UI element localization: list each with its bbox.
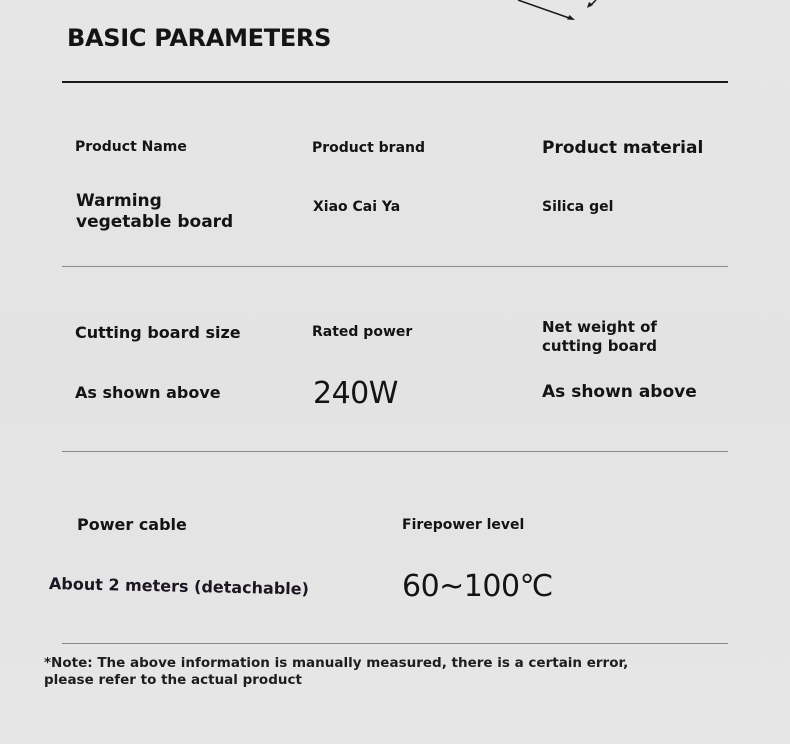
rated-power-label: Rated power <box>312 324 413 340</box>
product-material-label: Product material <box>542 138 704 158</box>
arrow-icon <box>500 0 610 24</box>
net-weight-label: Net weight of cutting board <box>542 318 657 355</box>
product-material-value: Silica gel <box>542 199 614 215</box>
product-brand-value: Xiao Cai Ya <box>313 199 401 215</box>
firepower-level-label: Firepower level <box>402 517 525 533</box>
cutting-board-size-value: As shown above <box>75 383 221 402</box>
row-divider <box>62 266 728 267</box>
product-name-label: Product Name <box>75 139 187 155</box>
page-title: BASIC PARAMETERS <box>67 24 332 52</box>
power-cable-value: About 2 meters (detachable) <box>48 574 310 599</box>
title-divider <box>62 81 728 83</box>
row-divider <box>62 643 728 644</box>
row-divider <box>62 451 728 452</box>
firepower-level-value: 60~100℃ <box>402 569 553 604</box>
disclaimer-note: *Note: The above information is manually measured, there is a certain error, please refer to the actual product <box>44 655 629 688</box>
power-cable-label: Power cable <box>77 515 187 534</box>
cutting-board-size-label: Cutting board size <box>75 323 241 342</box>
product-brand-label: Product brand <box>312 140 425 156</box>
net-weight-value: As shown above <box>542 382 697 402</box>
product-name-value: Warming vegetable board <box>76 191 234 232</box>
rated-power-value: 240W <box>313 376 398 411</box>
